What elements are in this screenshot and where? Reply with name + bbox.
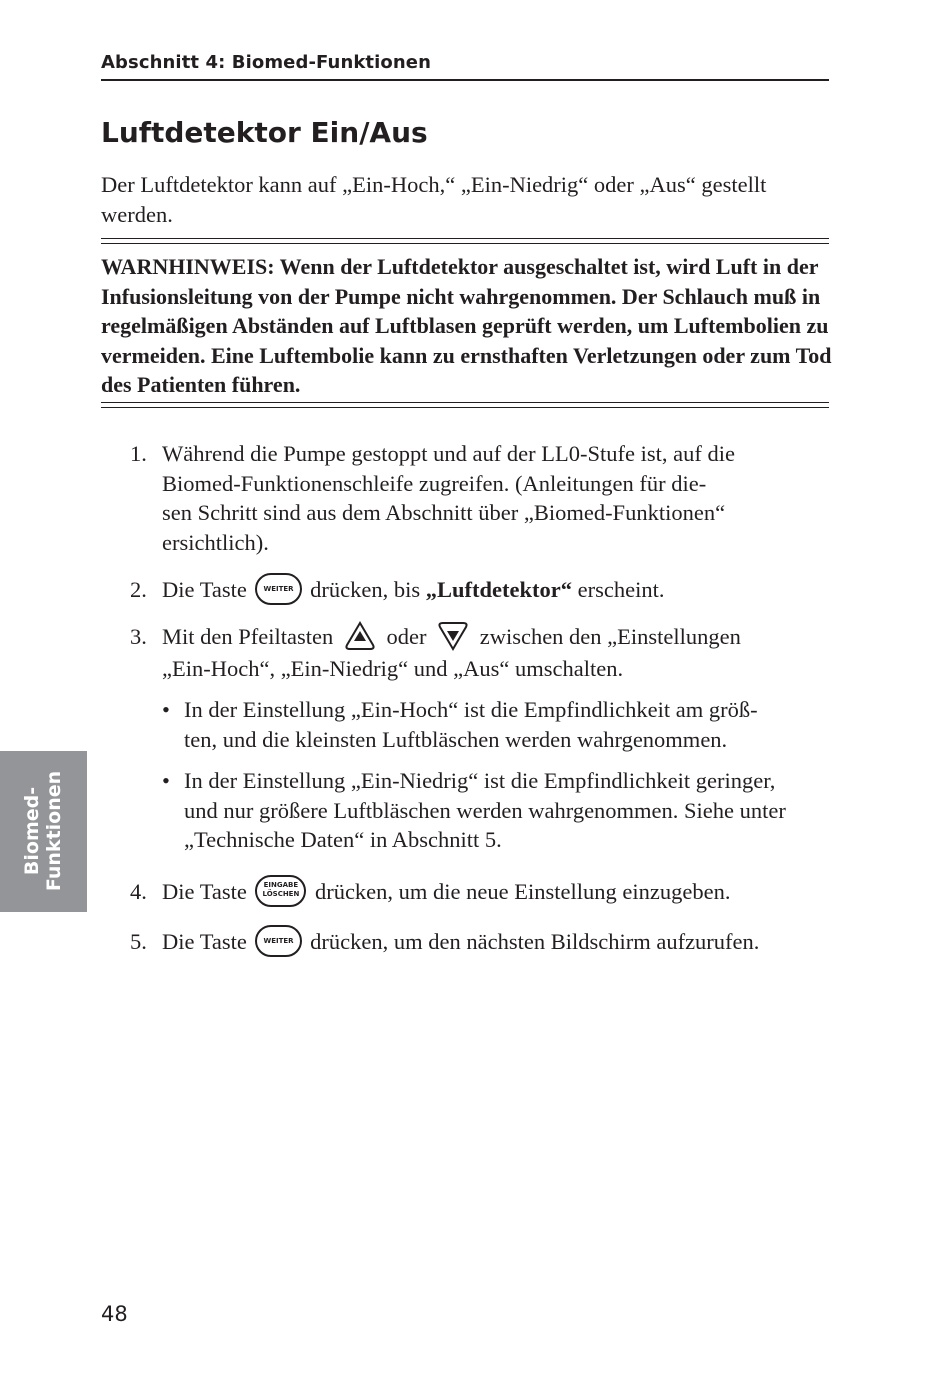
key-label-top: EINGABE — [263, 880, 299, 889]
step-line: Während die Pumpe gestoppt und auf der LL0-Stufe ist, auf die — [162, 441, 735, 466]
bullet-line: „Technische Daten“ in Abschnitt 5. — [184, 827, 502, 852]
step-text-before: Die Taste — [162, 929, 247, 954]
step-text-after: drücken, um die neue Einstellung einzugeben. — [314, 879, 731, 904]
warning-rule-bottom — [101, 402, 829, 408]
page-title: Luftdetektor Ein/Aus — [101, 116, 428, 149]
step-text-after: zwischen den „Einstellungen — [479, 624, 741, 649]
step-text-after: drücken, bis — [310, 577, 421, 602]
step-number: 1. — [130, 441, 147, 466]
step-text-before: Mit den Pfeiltasten — [162, 624, 334, 649]
eingabe-loeschen-key-icon — [255, 875, 306, 907]
step-line: Biomed-Funktionenschleife zugreifen. (Anleitungen für die- — [162, 470, 707, 496]
step-text-bold: „Luftdetektor“ — [425, 577, 573, 602]
step-line: sen Schritt sind aus dem Abschnitt über „Biomed-Funktionen“ — [162, 500, 726, 525]
section-side-tab — [0, 751, 87, 912]
warning-text: WARNHINWEIS: Wenn der Luftdetektor ausgeschaltet ist, wird Luft in der Infusionsleitung von der Pumpe nicht wahrgenommen. Der Schlauch muß in regelmäßigen Abständen auf Luftblasen geprüft werden, um Luftembolien zu vermeiden. Eine Luftembolie kann zu ernsthaften Verletzungen oder zum Tod des Patienten führen. — [101, 254, 832, 397]
step-text — [162, 877, 842, 910]
weiter-key-icon: WEITER — [255, 573, 301, 605]
step-text-after: drücken, um den nächsten Bildschirm aufzurufen. — [310, 929, 760, 954]
key-label-bottom: LÖSCHEN — [262, 889, 300, 898]
step-number: 2. — [130, 577, 147, 602]
bullet-dot-icon: • — [162, 697, 170, 722]
bullet-line: ten, und die kleinsten Luftbläschen werden wahrgenommen. — [184, 726, 728, 752]
step-text-before: Die Taste — [162, 879, 247, 904]
step-text-end: erscheint. — [577, 577, 665, 602]
step-text — [162, 927, 842, 960]
step-text — [162, 622, 842, 683]
bullet-line: In der Einstellung „Ein-Hoch“ ist die Empfindlichkeit am größ- — [184, 697, 758, 722]
bullet-line: In der Einstellung „Ein-Niedrig“ ist die Empfindlichkeit geringer, — [184, 768, 776, 793]
weiter-key-icon: WEITER — [255, 925, 301, 957]
bullet-dot-icon: • — [162, 768, 170, 793]
side-tab-line: Biomed- — [21, 786, 43, 876]
warning-rule-top — [101, 238, 829, 244]
intro-paragraph: Der Luftdetektor kann auf „Ein-Hoch,“ „Ein-Niedrig“ oder „Aus“ gestellt werden. — [101, 172, 767, 227]
up-arrow-key-icon — [342, 621, 378, 651]
header-rule — [101, 79, 829, 81]
down-arrow-key-icon — [435, 621, 471, 651]
page-number: 48 — [101, 1302, 128, 1326]
bullet-line: und nur größere Luftbläschen werden wahrgenommen. Siehe unter — [184, 797, 786, 823]
bullet-text — [184, 695, 844, 754]
step-text — [162, 439, 842, 557]
step-line: „Ein-Hoch“, „Ein-Niedrig“ und „Aus“ umschalten. — [162, 655, 624, 681]
step-text-middle: oder — [386, 624, 427, 649]
step-line: ersichtlich). — [162, 529, 269, 555]
running-header: Abschnitt 4: Biomed-Funktionen — [101, 52, 432, 73]
side-tab-label — [21, 771, 65, 891]
bullet-text — [184, 766, 844, 855]
step-text — [162, 575, 842, 608]
step-text-before: Die Taste — [162, 577, 247, 602]
step-number: 3. — [130, 624, 147, 649]
side-tab-line: Funktionen — [43, 770, 65, 892]
step-number: 4. — [130, 879, 147, 904]
step-number: 5. — [130, 929, 147, 954]
